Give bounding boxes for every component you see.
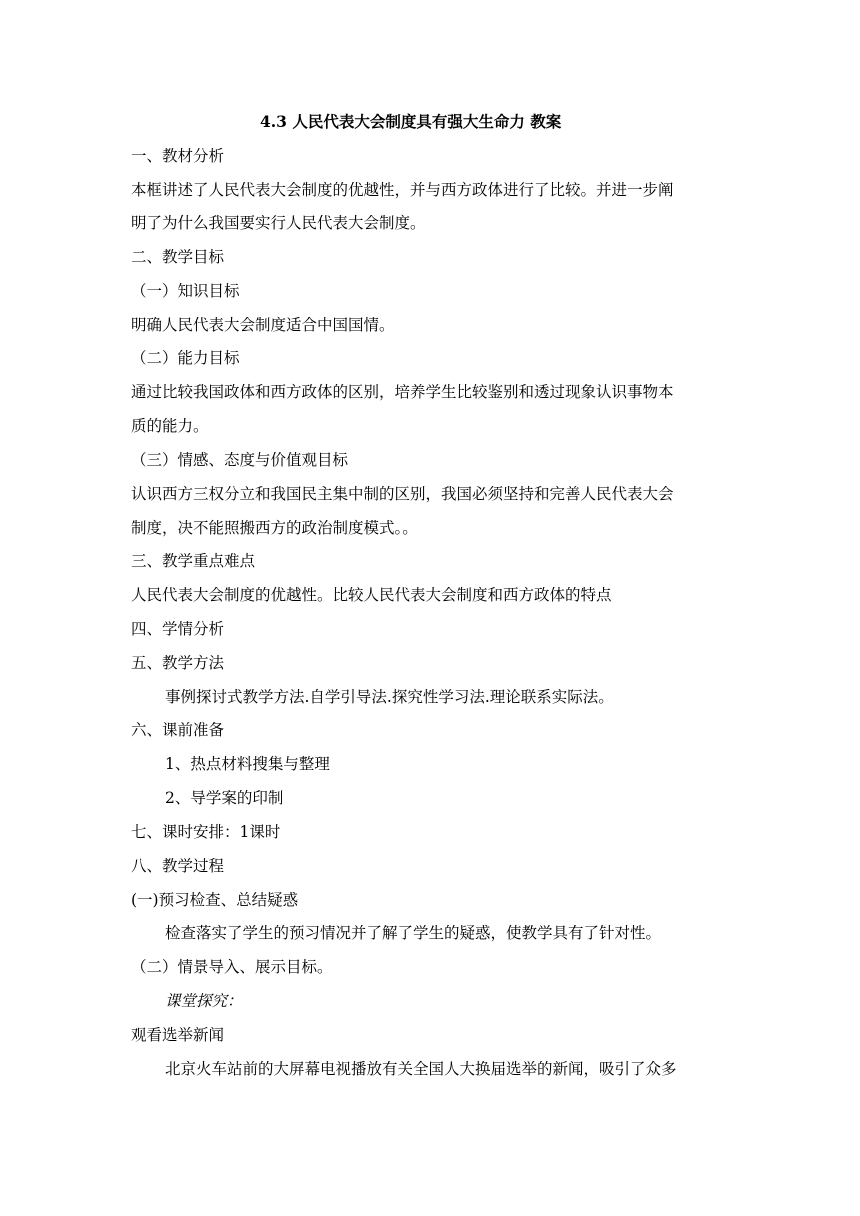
paragraph-line: 本框讲述了人民代表大会制度的优越性，并与西方政体进行了比较。并进一步阐 <box>131 181 674 199</box>
section-heading-preparation: 六、课前准备 <box>131 721 225 739</box>
paragraph-line: 明确人民代表大会制度适合中国国情。 <box>131 316 395 334</box>
subheading-knowledge-goals: （一）知识目标 <box>131 282 240 300</box>
list-item: 1、热点材料搜集与整理 <box>165 755 330 773</box>
section-heading-schedule: 七、课时安排：1课时 <box>131 823 281 841</box>
paragraph-line: 制度，决不能照搬西方的政治制度模式。。 <box>131 519 418 537</box>
subheading-preview-check: (一)预习检查、总结疑惑 <box>131 891 299 909</box>
paragraph-line: 检查落实了学生的预习情况并了解了学生的疑惑，使教学具有了针对性。 <box>165 924 662 942</box>
section-heading-teaching-process: 八、教学过程 <box>131 857 225 875</box>
subheading-ability-goals: （二）能力目标 <box>131 349 240 367</box>
section-heading-teaching-methods: 五、教学方法 <box>131 654 225 672</box>
subheading-scenario-intro: （二）情景导入、展示目标。 <box>131 958 333 976</box>
section-heading-key-points: 三、教学重点难点 <box>131 552 256 570</box>
paragraph-line: 北京火车站前的大屏幕电视播放有关全国人大换届选举的新闻，吸引了众多 <box>165 1060 677 1078</box>
subheading-values-goals: （三）情感、态度与价值观目标 <box>131 451 349 469</box>
paragraph-line: 通过比较我国政体和西方政体的区别，培养学生比较鉴别和透过现象认识事物本 <box>131 383 674 401</box>
paragraph-line: 事例探讨式教学方法.自学引导法.探究性学习法.理论联系实际法。 <box>165 688 614 706</box>
paragraph-line: 认识西方三权分立和我国民主集中制的区别，我国必须坚持和完善人民代表大会 <box>131 485 674 503</box>
section-heading-teaching-goals: 二、教学目标 <box>131 248 225 266</box>
section-heading-student-analysis: 四、学情分析 <box>131 620 225 638</box>
paragraph-line: 明了为什么我国要实行人民代表大会制度。 <box>131 214 426 232</box>
section-heading-textbook-analysis: 一、教材分析 <box>131 147 225 165</box>
list-item: 2、导学案的印制 <box>165 789 284 807</box>
paragraph-line: 质的能力。 <box>131 417 209 435</box>
classroom-inquiry-label: 课堂探究： <box>165 992 243 1010</box>
document-title: 4.3 人民代表大会制度具有强大生命力 教案 <box>260 112 562 131</box>
paragraph-line: 人民代表大会制度的优越性。比较人民代表大会制度和西方政体的特点 <box>131 586 612 604</box>
paragraph-line: 观看选举新闻 <box>131 1026 225 1044</box>
